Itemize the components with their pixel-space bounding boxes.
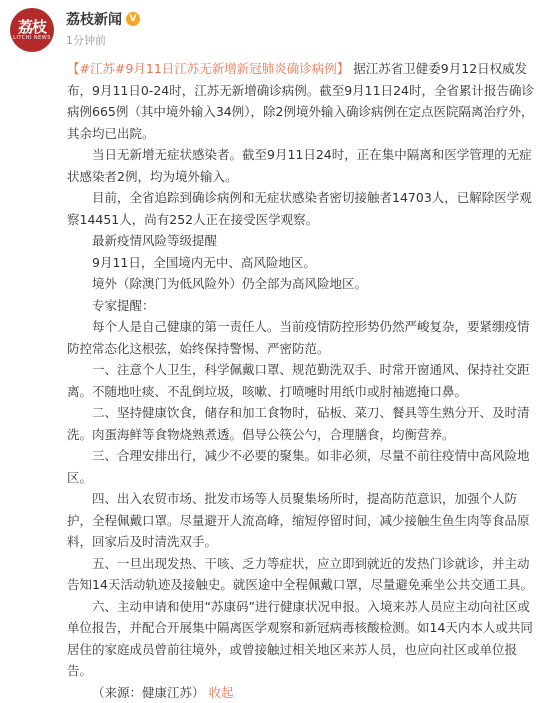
post-content xyxy=(0,58,550,703)
hashtag-link[interactable]: 【#江苏#9月11日江苏无新增新冠肺炎确诊病例】 xyxy=(67,61,349,76)
post-paragraph-4: 最新疫情风险等级提醒 xyxy=(67,230,540,252)
post-paragraph-3: 目前，全省追踪到确诊病例和无症状感染者密切接触者14703人，已解除医学观察14451人，尚有252人正在接受医学观察。 xyxy=(67,187,540,230)
avatar-logo-subtext: LITCHI NEWS xyxy=(13,35,51,41)
post-paragraph-9: 一、注意个人卫生，科学佩戴口罩、规范勤洗双手、时常开窗通风、保持社交距离。不随地吐痰、不乱倒垃圾，咳嗽、打喷嚏时用纸巾或肘袖遮掩口鼻。 xyxy=(67,359,540,402)
avatar-logo-text: 荔枝 xyxy=(18,19,46,35)
post-paragraph-12: 四、出入农贸市场、批发市场等人员聚集场所时，提高防范意识，加强个人防护，全程佩戴口罩。尽量避开人流高峰，缩短停留时间，减少接触生鱼生肉等食品原料，回家后及时清洗双手。 xyxy=(67,488,540,553)
post-paragraph-2: 当日无新增无症状感染者。截至9月11日24时，正在集中隔离和医学管理的无症状感染者2例，均为境外输入。 xyxy=(67,144,540,187)
post-paragraph-1: 据江苏省卫健委9月12日权威发布，9月11日0-24时，江苏无新增确诊病例。截至9月11日24时，全省累计报告确诊病例665例（其中境外输入34例），除2例境外输入确诊病例在定点医院隔离治疗外，其余均已出院。 xyxy=(67,61,534,141)
post-paragraph-lead xyxy=(67,58,540,144)
post-source-line xyxy=(67,682,540,703)
post-header xyxy=(0,0,550,58)
account-name-row xyxy=(66,9,140,29)
verified-badge-icon: V xyxy=(126,12,140,26)
post-paragraph-14: 六、主动申请和使用“苏康码”进行健康状况申报。入境来苏人员应主动向社区或单位报告，并配合开展集中隔离医学观察和新冠病毒核酸检测。如14天内本人或共同居住的家庭成员曾前往境外，或曾接触过相关地区来苏人员，也应向社区或单位报告。 xyxy=(67,596,540,682)
collapse-link[interactable]: 收起 xyxy=(209,685,234,700)
post-paragraph-11: 三、合理安排出行，减少不必要的聚集。如非必须，尽量不前往疫情中高风险地区。 xyxy=(67,445,540,488)
avatar[interactable] xyxy=(10,8,54,52)
post-time[interactable]: 1分钟前 xyxy=(66,32,106,48)
post-paragraph-13: 五、一旦出现发热、干咳、乏力等症状，应立即到就近的发热门诊就诊，并主动告知14天活动轨迹及接触史。就医途中全程佩戴口罩，尽量避免乘坐公共交通工具。 xyxy=(67,553,540,596)
post-paragraph-5: 9月11日，全国境内无中、高风险地区。 xyxy=(67,252,540,274)
post-paragraph-10: 二、坚持健康饮食，储存和加工食物时，砧板、菜刀、餐具等生熟分开、及时清洗。肉蛋海鲜等食物烧熟煮透。倡导公筷公勺，合理膳食，均衡营养。 xyxy=(67,402,540,445)
account-name[interactable]: 荔枝新闻 xyxy=(66,9,122,29)
post-source: （来源：健康江苏） xyxy=(92,685,205,700)
post-paragraph-7: 专家提醒： xyxy=(67,295,540,317)
post-paragraph-6: 境外（除澳门为低风险外）仍全部为高风险地区。 xyxy=(67,273,540,295)
post-paragraph-8: 每个人是自己健康的第一责任人。当前疫情防控形势仍然严峻复杂，要紧绷疫情防控常态化这根弦，始终保持警惕、严密防范。 xyxy=(67,316,540,359)
